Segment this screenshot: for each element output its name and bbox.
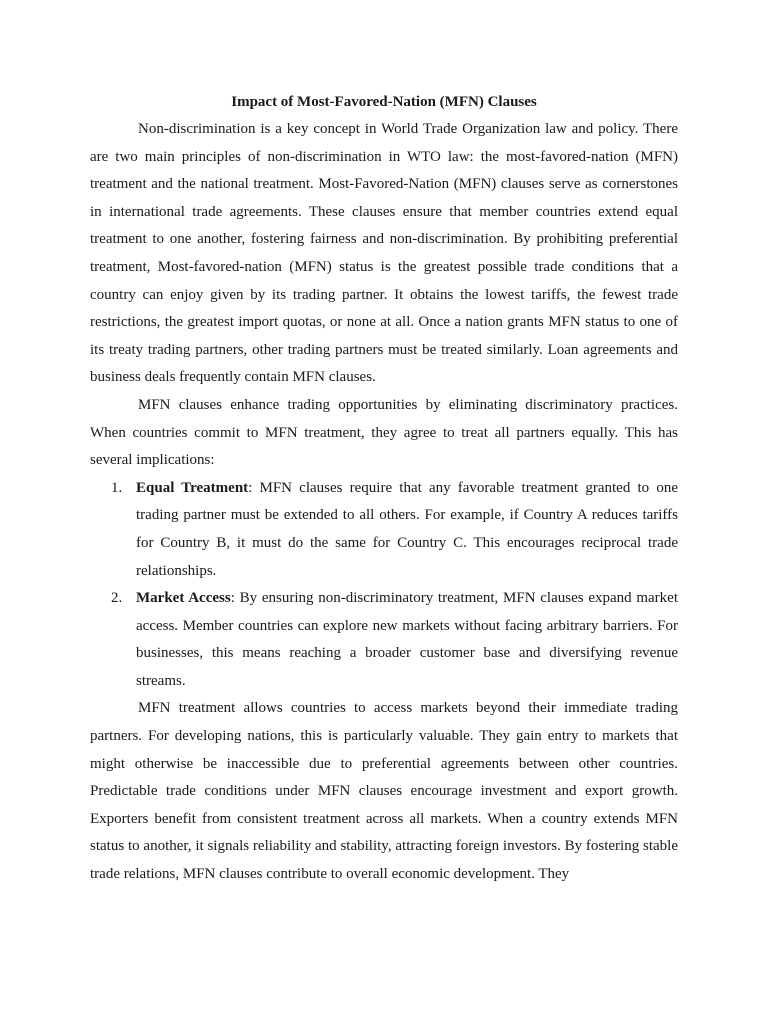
paragraph-intro: Non-discrimination is a key concept in World Trade Organization law and policy. There are two main principles of non-discrimination in WTO law: the most-favored-nation (MFN) treatment and the national treatment. Most-Favored-Nation (MFN) clauses serve as cornerstones in international trade agreements. These clauses ensure that member countries extend equal treatment to one another, fostering fairness and non-discrimination. By prohibiting preferential treatment, Most-favored-nation (MFN) status is the greatest possible trade conditions that a country can enjoy given by its trading partner. It obtains the lowest tariffs, the fewest trade restrictions, the greatest import quotas, or none at all. Once a nation grants MFN status to one of its treaty trading partners, other trading partners must be treated similarly. Loan agreements and business deals frequently contain MFN clauses. [90,121,678,386]
paragraph-market-access: MFN treatment allows countries to access markets beyond their immediate trading partners. For developing nations, this is particularly valuable. They gain entry to markets that might otherwise be inaccessible due to preferential agreements between other countries. Predictable trade conditions under MFN clauses encourage investment and export growth. Exporters benefit from consistent treatment across all markets. When a country extends MFN status to another, it signals reliability and stability, attracting foreign investors. By fostering stable trade relations, MFN clauses contribute to overall economic development. They [90,700,678,883]
list-item-term: Equal Treatment [136,479,249,496]
document-title: Impact of Most-Favored-Nation (MFN) Clauses [231,94,537,110]
list-item [90,585,678,695]
list-item-text: : MFN clauses require that any favorable treatment granted to one trading partner must be extended to all others. For example, if Country A reduces tariffs for Country B, it must do the same for Country C. This encourages reciprocal trade relationships. [136,479,678,579]
list-item [90,475,678,585]
list-item-number: 1. [111,479,123,496]
list-item-term: Market Access [136,590,231,607]
list-item-text: : By ensuring non-discriminatory treatment, MFN clauses expand market access. Member countries can explore new markets without facing arbitrary barriers. For businesses, this means reaching a broader customer base and diversifying revenue streams. [136,590,679,689]
document-body [90,88,678,889]
paragraph-implications: MFN clauses enhance trading opportunities by eliminating discriminatory practices. When countries commit to MFN treatment, they agree to treat all partners equally. This has several implications: [90,396,678,469]
list-item-number: 2. [111,590,123,607]
implications-list [90,475,678,696]
